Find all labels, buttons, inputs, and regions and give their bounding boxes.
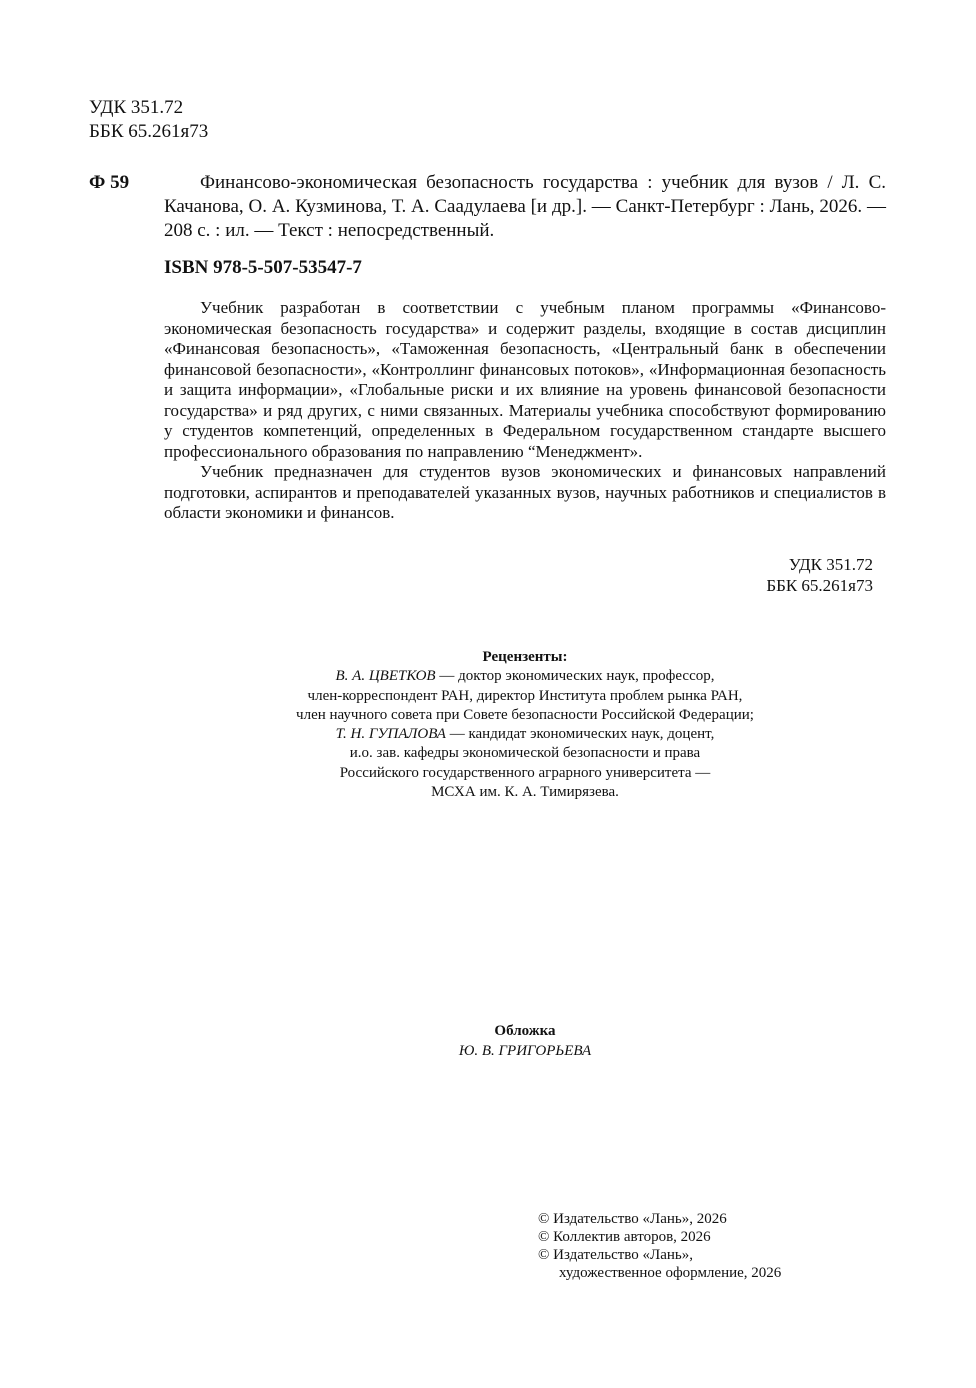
reviewer-2-position: Российского государственного аграрного университета — bbox=[339, 764, 711, 781]
classification-codes-bottom bbox=[700, 554, 873, 596]
copyright-block bbox=[538, 1210, 781, 1282]
cover-designer-name: Ю. В. ГРИГОРЬЕВА bbox=[458, 1042, 592, 1059]
reviewers-block bbox=[150, 648, 900, 802]
bbk-code: ББК 65.261я73 bbox=[766, 576, 873, 595]
copyright-line: художественное оформление, 2026 bbox=[559, 1265, 782, 1281]
copyright-line: © Издательство «Лань», 2026 bbox=[538, 1211, 727, 1227]
udk-code: УДК 351.72 bbox=[788, 555, 873, 574]
bbk-code: ББК 65.261я73 bbox=[89, 121, 209, 142]
isbn: ISBN 978-5-507-53547-7 bbox=[164, 257, 362, 278]
udk-code: УДК 351.72 bbox=[89, 97, 184, 118]
cover-heading: Обложка bbox=[494, 1023, 556, 1039]
cover-designer bbox=[150, 1042, 900, 1062]
reviewer-2-degree: — кандидат экономических наук, доцент, bbox=[445, 726, 715, 743]
annotation-paragraph: Учебник разработан в соответствии с учебным планом программы «Финансово-экономическая безопасность государства» и содержит разделы, входящие в состав дисциплин «Финансовая безопасность», «Таможенная безопасность, «Центральный банк в обеспечении финансовой безопасности», «Контроллинг финансовых потоков», «Информационная безопасность и защита информации», «Глобальные риски и их влияние на уровень финансовой безопасности государства» и ряд других, с ними связанных. Материалы учебника способствуют формированию у студентов компетенций, определенных в Федеральном государственном стандарте высшего профессионального образования по направлению “Менеджмент». bbox=[164, 298, 886, 461]
reviewer-1-degree: — доктор экономических наук, профессор, bbox=[435, 668, 715, 685]
bibliographic-record bbox=[164, 171, 886, 243]
classification-codes-top bbox=[89, 96, 208, 144]
reviewer-1-line bbox=[150, 667, 900, 686]
reviewer-2-position: и.о. зав. кафедры экономической безопасности и права bbox=[349, 745, 701, 762]
reviewer-2-name: Т. Н. ГУПАЛОВА bbox=[335, 726, 446, 743]
catalog-mark: Ф 59 bbox=[89, 172, 130, 193]
reviewer-1-position: член научного совета при Совете безопасности Российской Федерации; bbox=[296, 706, 754, 723]
bibliographic-record-text: Финансово-экономическая безопасность государства : учебник для вузов / Л. С. Качанова, О. А. Кузминова, Т. А. Саадулаева [и др.]. — Санкт-Петербург : Лань, 2026. — 208 с. : ил. — Текст : непосредственный. bbox=[164, 172, 886, 241]
copyright-line: © Издательство «Лань», bbox=[538, 1247, 693, 1263]
cover-credit bbox=[150, 1022, 900, 1061]
copyright-line: © Коллектив авторов, 2026 bbox=[538, 1229, 711, 1245]
annotation-paragraph: Учебник предназначен для студентов вузов экономических и финансовых направлений подготовки, аспирантов и преподавателей указанных вузов, научных работников и специалистов в области экономики и финансов. bbox=[164, 462, 886, 522]
reviewer-1-name: В. А. ЦВЕТКОВ bbox=[335, 668, 436, 685]
annotation bbox=[164, 298, 886, 524]
reviewers-heading: Рецензенты: bbox=[482, 649, 568, 665]
reviewer-2-position: МСХА им. К. А. Тимирязева. bbox=[431, 784, 619, 801]
reviewer-2-line bbox=[150, 725, 900, 744]
reviewer-1-position: член-корреспондент РАН, директор Института проблем рынка РАН, bbox=[307, 687, 743, 704]
